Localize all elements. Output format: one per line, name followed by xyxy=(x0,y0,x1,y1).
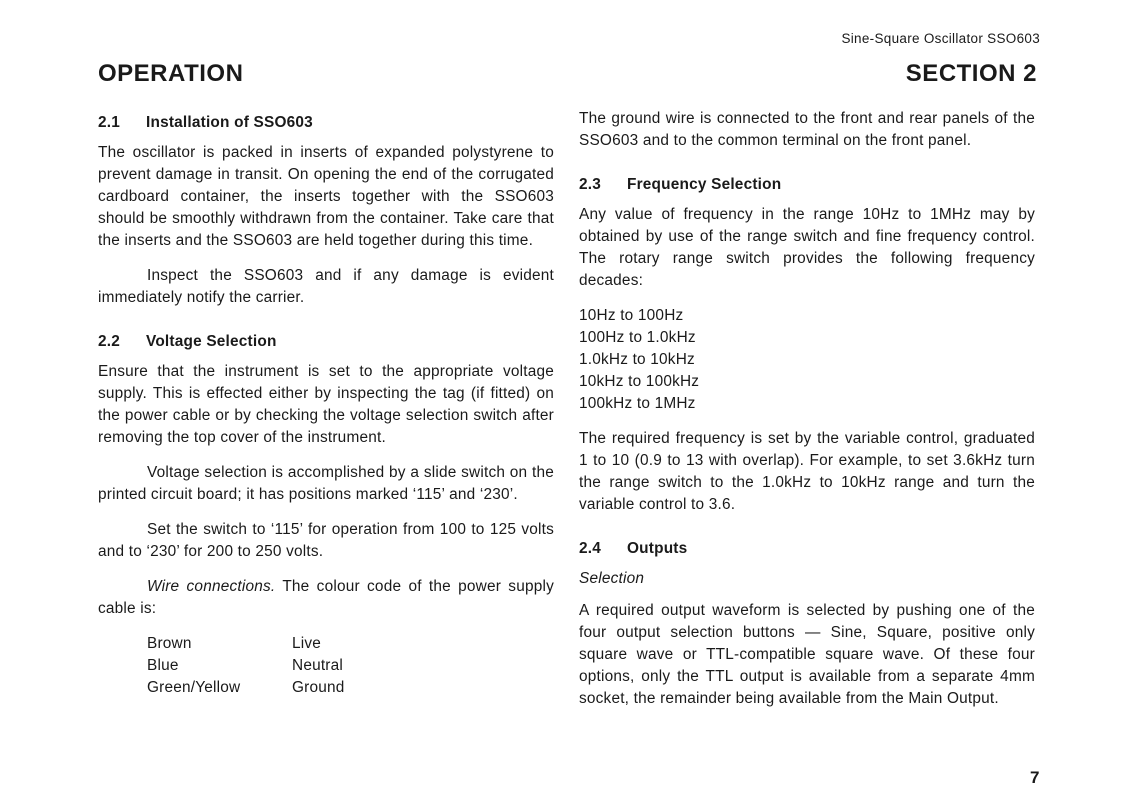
table-row xyxy=(147,655,345,677)
outputs-paragraph: A required output waveform is selected by pushing one of the four output selection buttons — Sine, Square, positive only square wave or TTL-compatible square wave. Of these four options, only the TTL output is available from a separate 4mm socket, the remainder being available from the Main Output. xyxy=(579,602,1035,707)
wire-connections-text: The colour code of the power supply cable is: xyxy=(98,578,554,617)
frequency-decades-list xyxy=(579,305,1035,415)
chapter-title: OPERATION xyxy=(98,60,244,87)
variable-control-paragraph: The required frequency is set by the variable control, graduated 1 to 10 (0.9 to 13 with overlap). For example, to set 3.6kHz turn the range switch to the 1.0kHz to 10kHz range and turn the variable control to 3.6. xyxy=(579,430,1035,513)
wire-colour: Brown xyxy=(147,635,192,652)
wire-function: Neutral xyxy=(292,657,344,674)
table-row xyxy=(147,633,345,655)
wire-colour-table xyxy=(147,633,345,699)
slide-switch-paragraph: Voltage selection is accomplished by a slide switch on the printed circuit board; it has positions marked ‘115’ and ‘230’. xyxy=(98,464,554,503)
page-number: 7 xyxy=(1030,768,1040,787)
section-2-4-heading xyxy=(579,538,1035,560)
switch-setting-paragraph: Set the switch to ‘115’ for operation from 100 to 125 volts and to ‘230’ for 200 to 250 volts. xyxy=(98,521,554,560)
section-title: Outputs xyxy=(627,540,688,557)
section-title: Installation of SSO603 xyxy=(146,114,313,131)
wire-colour: Blue xyxy=(147,657,179,674)
list-item: 10kHz to 100kHz xyxy=(579,373,700,390)
wire-function: Ground xyxy=(292,679,345,696)
wire-connections-paragraph xyxy=(98,576,554,620)
wire-colour: Green/Yellow xyxy=(147,679,241,696)
section-number: 2.4 xyxy=(579,540,601,557)
list-item: 1.0kHz to 10kHz xyxy=(579,351,695,368)
selection-subheading: Selection xyxy=(579,570,645,587)
voltage-supply-paragraph: Ensure that the instrument is set to the appropriate voltage supply. This is effected either by inspecting the tag (if fitted) on the power cable or by checking the voltage selection switch after removing the top cover of the instrument. xyxy=(98,363,554,446)
section-2-2-heading xyxy=(98,331,554,353)
section-number: 2.3 xyxy=(579,176,601,193)
table-row xyxy=(147,677,345,699)
right-column xyxy=(579,108,1035,723)
left-column xyxy=(98,108,554,699)
wire-function: Live xyxy=(292,635,322,652)
frequency-range-paragraph: Any value of frequency in the range 10Hz to 1MHz may by obtained by use of the range switch and fine frequency control. The rotary range switch provides the following frequency decades: xyxy=(579,206,1035,289)
section-label: SECTION 2 xyxy=(905,60,1037,87)
section-number: 2.1 xyxy=(98,114,120,131)
section-title: Voltage Selection xyxy=(146,333,277,350)
ground-wire-paragraph: The ground wire is connected to the front and rear panels of the SSO603 and to the common terminal on the front panel. xyxy=(579,110,1035,149)
list-item: 100Hz to 1.0kHz xyxy=(579,329,696,346)
section-number: 2.2 xyxy=(98,333,120,350)
list-item: 10Hz to 100Hz xyxy=(579,307,684,324)
section-title: Frequency Selection xyxy=(627,176,782,193)
inspection-paragraph: Inspect the SSO603 and if any damage is evident immediately notify the carrier. xyxy=(98,267,554,306)
running-header: Sine-Square Oscillator SSO603 xyxy=(841,31,1040,46)
list-item: 100kHz to 1MHz xyxy=(579,395,696,412)
wire-connections-lead: Wire connections. xyxy=(147,578,276,595)
section-2-3-heading xyxy=(579,174,1035,196)
section-2-1-heading xyxy=(98,112,554,134)
installation-paragraph: The oscillator is packed in inserts of expanded polystyrene to prevent damage in transit. On opening the end of the corrugated cardboard container, the inserts together with the SSO603 should be smoothly withdrawn from the container. Take care that the inserts and the SSO603 are held together during this time. xyxy=(98,144,554,249)
